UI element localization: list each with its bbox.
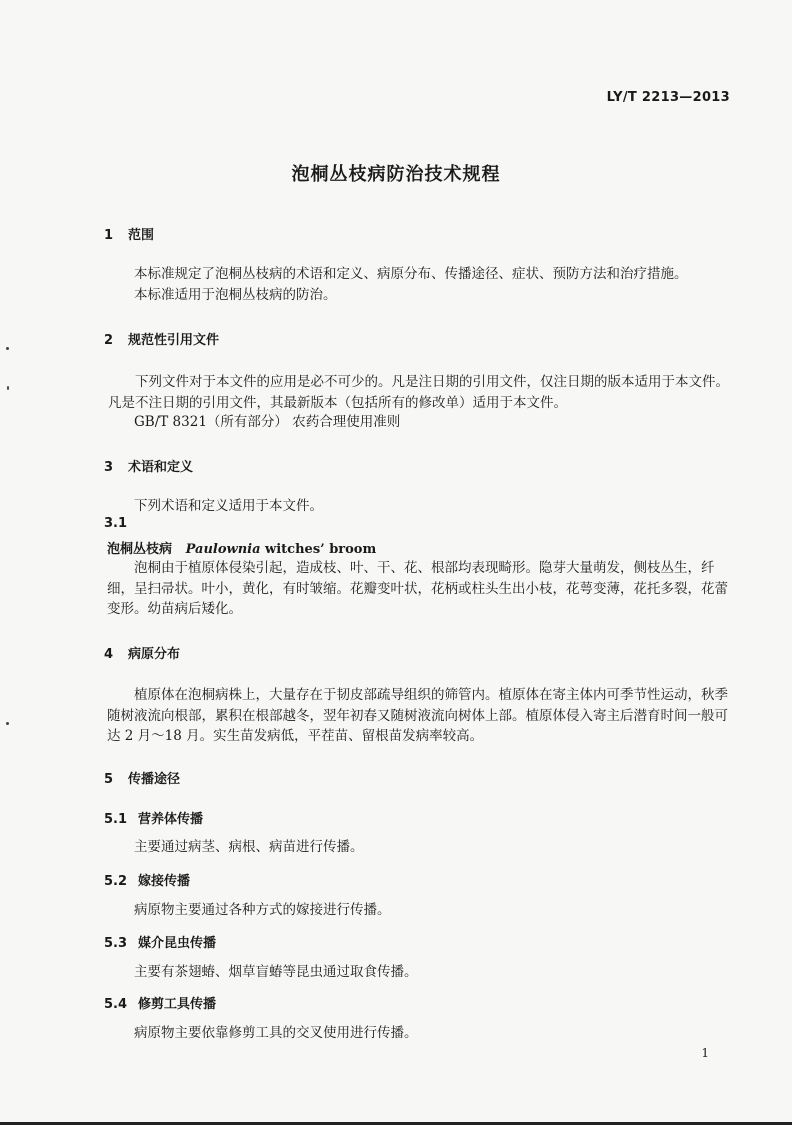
term-name-en: witches’ broom — [265, 542, 377, 557]
subsection-number: 5.2 — [104, 874, 128, 889]
section-5-heading — [104, 768, 180, 787]
section-title: 范围 — [128, 228, 155, 243]
term-number: 3.1 — [104, 516, 128, 531]
standard-code: LY/T 2213—2013 — [606, 90, 730, 105]
paragraph: 植原体在泡桐病株上，大量存在于韧皮部疏导组织的筛管内。植原体在寄主体内可季节性运动，秋季随树液流向根部，累积在根部越冬，翌年初春又随树液流向树体上部。植原体侵入寄主后潜育时间一般可达 2 月～18 月。实生苗发病低，平茬苗、留根苗发病率较高。 — [107, 687, 728, 744]
paragraph: 病原物主要依靠修剪工具的交叉使用进行传播。 — [134, 1025, 418, 1041]
paragraph: 下列术语和定义适用于本文件。 — [134, 498, 323, 514]
section-title: 传播途径 — [128, 772, 181, 787]
section-2-heading — [104, 329, 219, 348]
referenced-document: GB/T 8321（所有部分） 农药合理使用准则 — [134, 414, 401, 430]
term-name-cn: 泡桐丛枝病 — [107, 542, 173, 557]
section-3-heading — [104, 456, 193, 475]
document-title: 泡桐丛枝病防治技术规程 — [291, 164, 501, 185]
scan-speck — [6, 722, 9, 725]
section-number: 3 — [104, 460, 114, 475]
section-number: 2 — [104, 333, 114, 348]
section-title: 术语和定义 — [128, 460, 194, 475]
term-name-en-italic: Paulownia — [185, 542, 261, 557]
paragraph: 主要有茶翅蝽、烟草盲蝽等昆虫通过取食传播。 — [134, 964, 418, 980]
subsection-5-2-heading — [104, 870, 190, 889]
section-1-heading — [104, 224, 154, 243]
subsection-number: 5.1 — [104, 812, 128, 827]
term-name — [107, 538, 376, 557]
scan-speck — [7, 386, 9, 390]
subsection-5-3-heading — [104, 932, 216, 951]
paragraph: 本标准规定了泡桐丛枝病的术语和定义、病原分布、传播途径、症状、预防方法和治疗措施。 — [134, 266, 688, 282]
subsection-title: 营养体传播 — [138, 812, 204, 827]
section-number: 5 — [104, 772, 114, 787]
subsection-title: 媒介昆虫传播 — [138, 936, 217, 951]
scan-speck — [6, 347, 9, 350]
section-4-heading — [104, 643, 180, 662]
term-definition: 泡桐由于植原体侵染引起，造成枝、叶、干、花、根部均表现畸形。隐芽大量萌发，侧枝丛生，纤细，呈扫帚状。叶小，黄化，有时皱缩。花瓣变叶状，花柄或柱头生出小枝，花萼变薄，花托多裂，花蕾变形。幼苗病后矮化。 — [107, 560, 728, 617]
paragraph: 下列文件对于本文件的应用是必不可少的。凡是注日期的引用文件，仅注日期的版本适用于本文件。凡是不注日期的引用文件，其最新版本（包括所有的修改单）适用于本文件。 — [108, 374, 729, 411]
subsection-title: 嫁接传播 — [138, 874, 191, 889]
page-number: 1 — [701, 1046, 709, 1060]
section-title: 病原分布 — [128, 647, 181, 662]
paragraph: 病原物主要通过各种方式的嫁接进行传播。 — [134, 902, 391, 918]
section-title: 规范性引用文件 — [128, 333, 220, 348]
subsection-number: 5.3 — [104, 936, 128, 951]
subsection-5-1-heading — [104, 808, 203, 827]
subsection-title: 修剪工具传播 — [138, 997, 217, 1012]
subsection-5-4-heading — [104, 993, 216, 1012]
paragraph: 主要通过病茎、病根、病苗进行传播。 — [134, 839, 364, 855]
section-number: 1 — [104, 228, 114, 243]
section-number: 4 — [104, 647, 114, 662]
subsection-number: 5.4 — [104, 997, 128, 1012]
paragraph: 本标准适用于泡桐丛枝病的防治。 — [134, 287, 337, 303]
